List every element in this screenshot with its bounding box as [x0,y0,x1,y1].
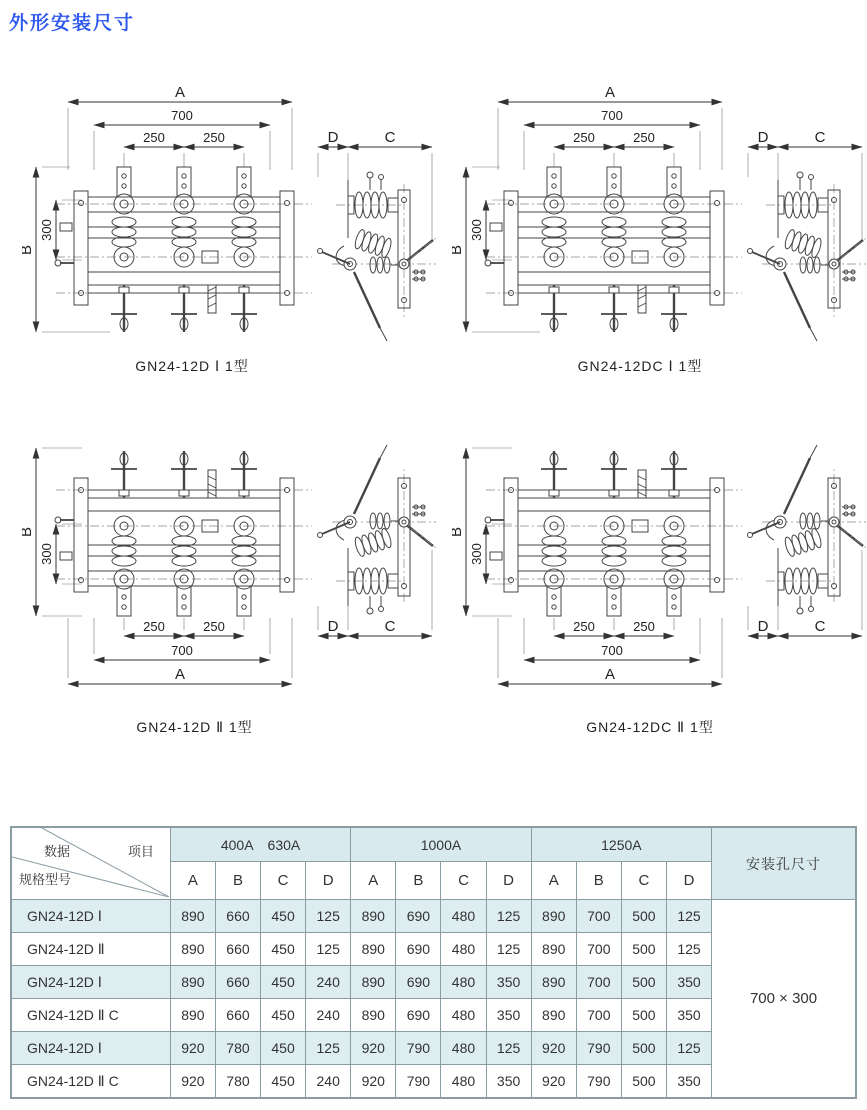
value-cell: 660 [215,900,260,933]
corner-header-cell [11,827,170,900]
value-cell: 450 [261,933,306,966]
value-cell: 240 [306,999,351,1032]
value-cell: 920 [170,1032,215,1065]
sub-header: B [396,862,441,900]
value-cell: 890 [531,966,576,999]
sub-header: D [306,862,351,900]
sub-header: C [621,862,666,900]
mounting-hole-cell: 700 × 300 [712,900,856,1099]
value-cell: 690 [396,966,441,999]
value-cell: 480 [441,1032,486,1065]
value-cell: 500 [621,900,666,933]
value-cell: 350 [486,1065,531,1099]
value-cell: 780 [215,1032,260,1065]
caption-gn24-12dc-ii: GN24-12DC Ⅱ 1型 [586,719,714,735]
corner-label-model: 规格型号 [19,872,72,887]
value-cell: 500 [621,966,666,999]
value-cell: 350 [666,966,711,999]
value-cell: 890 [531,999,576,1032]
caption-gn24-12dc-i: GN24-12DC Ⅰ 1型 [577,358,703,374]
value-cell: 480 [441,1065,486,1099]
value-cell: 890 [170,966,215,999]
value-cell: 125 [306,900,351,933]
sub-header: B [215,862,260,900]
col-group-1250a: 1250A [531,827,711,862]
value-cell: 660 [215,966,260,999]
value-cell: 500 [621,999,666,1032]
value-cell: 920 [531,1032,576,1065]
sub-header: A [531,862,576,900]
page-title: 外形安装尺寸 [9,13,136,34]
drawing-gn24-12dc-i [452,82,867,344]
table-row [11,900,856,933]
value-cell: 125 [666,1032,711,1065]
value-cell: 125 [486,933,531,966]
mounting-hole-header: 安装孔尺寸 [712,827,856,900]
value-cell: 480 [441,999,486,1032]
value-cell: 350 [486,966,531,999]
value-cell: 500 [621,1032,666,1065]
table-body [11,900,856,1099]
value-cell: 500 [621,933,666,966]
model-cell: GN24-12D Ⅱ C [11,999,170,1032]
value-cell: 690 [396,999,441,1032]
value-cell: 790 [396,1032,441,1065]
value-cell: 890 [170,900,215,933]
value-cell: 125 [666,933,711,966]
value-cell: 125 [666,900,711,933]
sub-header: A [351,862,396,900]
value-cell: 480 [441,966,486,999]
value-cell: 700 [576,999,621,1032]
value-cell: 450 [261,1032,306,1065]
drawing-gn24-12d-i [22,82,440,344]
value-cell: 700 [576,933,621,966]
value-cell: 350 [666,1065,711,1099]
value-cell: 700 [576,900,621,933]
sub-header: B [576,862,621,900]
value-cell: 660 [215,933,260,966]
model-cell: GN24-12D Ⅰ [11,900,170,933]
value-cell: 240 [306,1065,351,1099]
value-cell: 125 [486,900,531,933]
value-cell: 790 [576,1065,621,1099]
drawing-gn24-12dc-ii [452,420,867,698]
sub-header: C [441,862,486,900]
value-cell: 480 [441,933,486,966]
drawing-gn24-12d-ii [22,420,440,698]
value-cell: 240 [306,966,351,999]
value-cell: 890 [531,900,576,933]
value-cell: 920 [351,1032,396,1065]
value-cell: 450 [261,999,306,1032]
caption-gn24-12d-ii: GN24-12D Ⅱ 1型 [136,719,253,735]
corner-label-data: 数据 [44,844,71,859]
sub-header: D [486,862,531,900]
value-cell: 780 [215,1065,260,1099]
model-cell: GN24-12D Ⅱ [11,933,170,966]
value-cell: 790 [576,1032,621,1065]
value-cell: 890 [170,999,215,1032]
dimension-table [10,826,857,1099]
value-cell: 350 [666,999,711,1032]
corner-label-item: 项目 [127,844,154,859]
value-cell: 450 [261,1065,306,1099]
model-cell: GN24-12D Ⅰ [11,966,170,999]
value-cell: 920 [170,1065,215,1099]
value-cell: 660 [215,999,260,1032]
model-cell: GN24-12D Ⅰ [11,1032,170,1065]
value-cell: 700 [576,966,621,999]
value-cell: 125 [486,1032,531,1065]
value-cell: 790 [396,1065,441,1099]
value-cell: 690 [396,900,441,933]
model-cell: GN24-12D Ⅱ C [11,1065,170,1099]
value-cell: 450 [261,966,306,999]
value-cell: 500 [621,1065,666,1099]
value-cell: 480 [441,900,486,933]
value-cell: 920 [531,1065,576,1099]
sub-header: D [666,862,711,900]
value-cell: 890 [351,933,396,966]
value-cell: 890 [531,933,576,966]
value-cell: 690 [396,933,441,966]
value-cell: 890 [351,966,396,999]
sub-header: A [170,862,215,900]
value-cell: 890 [170,933,215,966]
col-group-1000a: 1000A [351,827,531,862]
value-cell: 450 [261,900,306,933]
sub-header: C [261,862,306,900]
col-group-400a-630a: 400A 630A [170,827,350,862]
value-cell: 920 [351,1065,396,1099]
value-cell: 125 [306,933,351,966]
caption-gn24-12d-i: GN24-12D Ⅰ 1型 [135,358,249,374]
value-cell: 125 [306,1032,351,1065]
value-cell: 350 [486,999,531,1032]
value-cell: 890 [351,999,396,1032]
value-cell: 890 [351,900,396,933]
